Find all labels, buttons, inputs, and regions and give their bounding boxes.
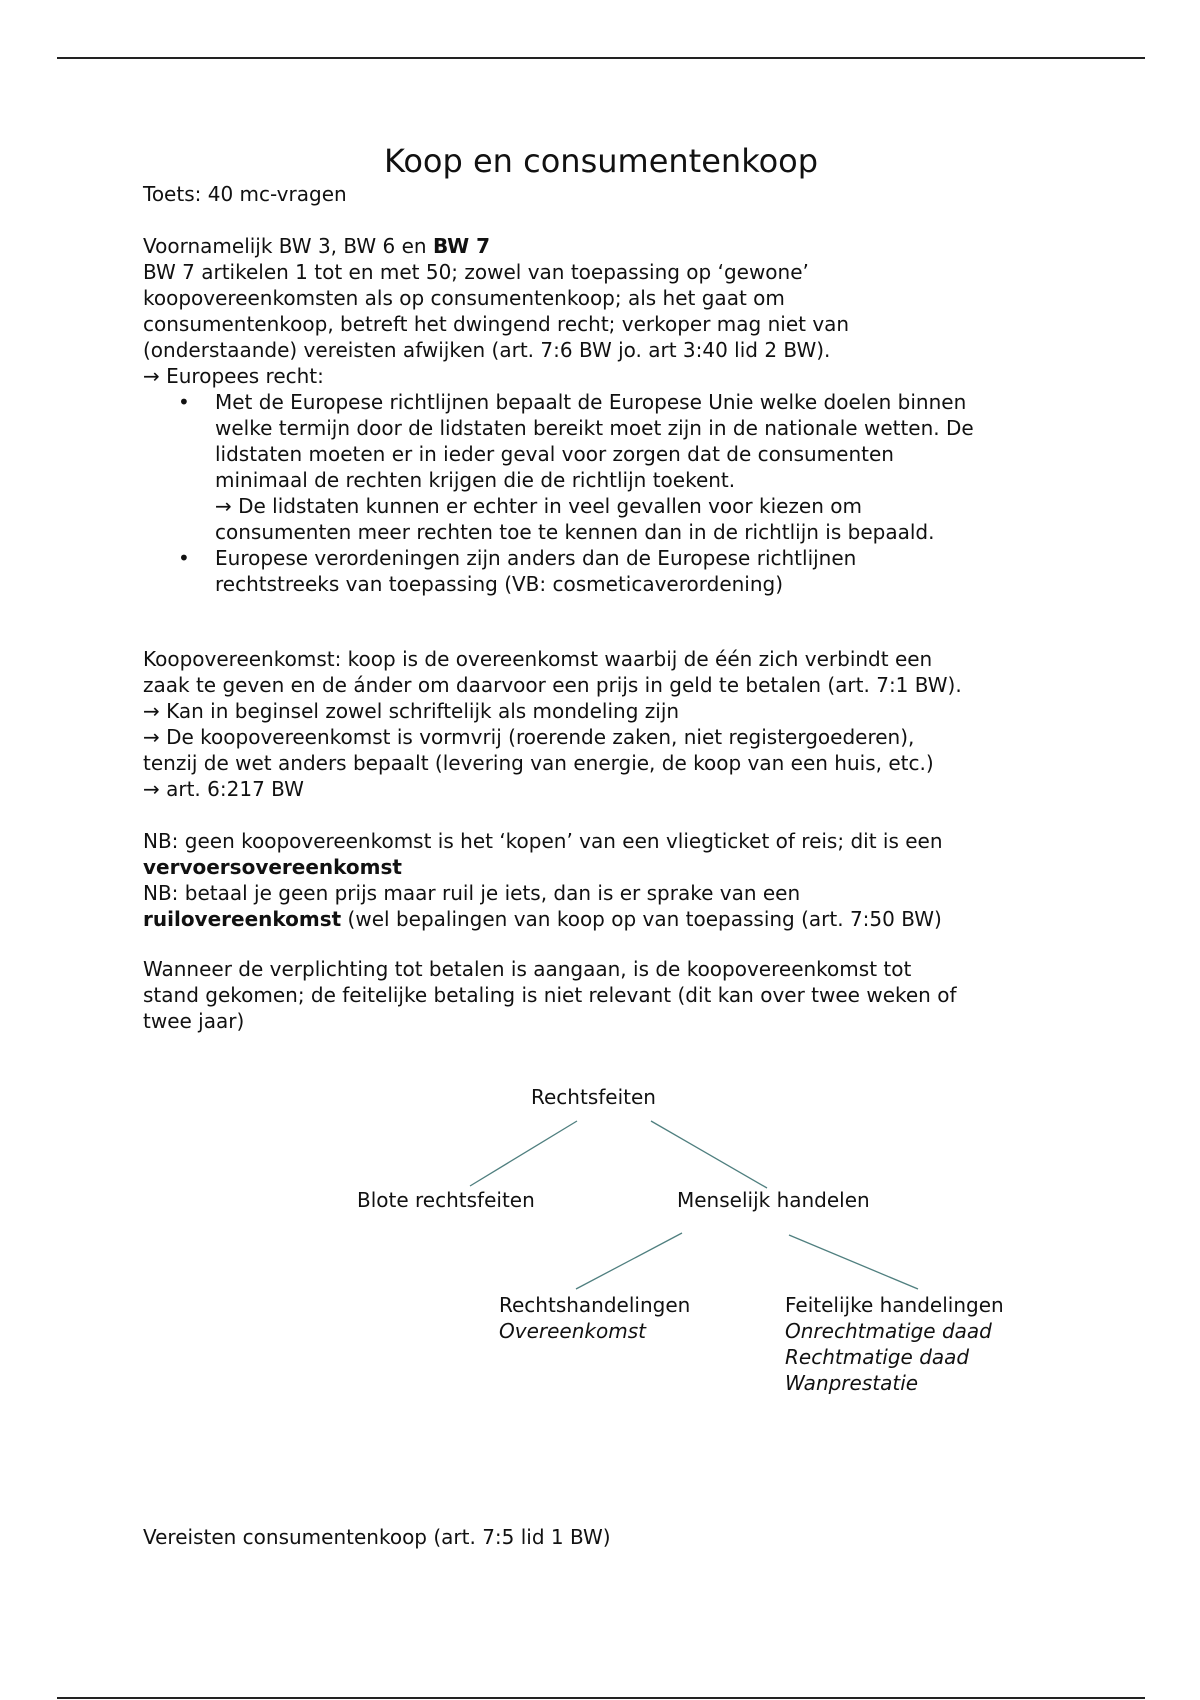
rechtshandelingen-example: Overeenkomst	[499, 1319, 646, 1343]
diagram-rechtshandelingen	[499, 1292, 690, 1344]
koop-paragraph	[143, 646, 1063, 802]
diagram-root: Rechtsfeiten	[531, 1085, 656, 1109]
bw7-line: koopovereenkomsten als op consumentenkoop; als het gaat om	[143, 286, 785, 310]
bw7-line: (onderstaande) vereisten afwijken (art. 7:6 BW jo. art 3:40 lid 2 BW).	[143, 338, 831, 362]
europees-recht-heading: → Europees recht:	[143, 364, 324, 388]
koop-line: → art. 6:217 BW	[143, 777, 304, 801]
betaling-line: twee jaar)	[143, 1009, 245, 1033]
europees-recht-list	[143, 389, 1063, 597]
betaling-line: stand gekomen; de feitelijke betaling is niet relevant (dit kan over twee weken of	[143, 983, 957, 1007]
nb2-text: NB: betaal je geen prijs maar ruil je iets, dan is er sprake van een	[143, 881, 801, 905]
koop-line: Koopovereenkomst: koop is de overeenkomst waarbij de één zich verbindt een	[143, 647, 933, 671]
bullet-line: minimaal de rechten krijgen die de richtlijn toekent.	[215, 468, 736, 492]
list-item	[143, 545, 1063, 597]
bullet-line: → De lidstaten kunnen er echter in veel gevallen voor kiezen om	[215, 494, 862, 518]
edge-root-left	[470, 1121, 577, 1186]
page-title: Koop en consumentenkoop	[383, 142, 819, 180]
betaling-paragraph	[143, 956, 1063, 1034]
edge-right-feitelijke	[789, 1235, 918, 1289]
nb1-text: NB: geen koopovereenkomst is het ‘kopen’ van een vliegticket of reis; dit is een	[143, 829, 943, 853]
top-rule	[57, 57, 1145, 59]
bottom-rule	[57, 1697, 1145, 1699]
bullet-line: • Europese verordeningen zijn anders dan de Europese richtlijnen	[215, 546, 857, 570]
nb2-bold: ruilovereenkomst	[143, 907, 342, 931]
bw7-paragraph	[143, 259, 1063, 363]
bullet-line: lidstaten moeten er in ieder geval voor zorgen dat de consumenten	[215, 442, 894, 466]
nb1-bold: vervoersovereenkomst	[143, 855, 402, 879]
bullet-line: • Met de Europese richtlijnen bepaalt de Europese Unie welke doelen binnen	[215, 390, 967, 414]
nb-block	[143, 828, 1063, 932]
koop-line: → Kan in beginsel zowel schriftelijk als mondeling zijn	[143, 699, 680, 723]
rechtshandelingen-label: Rechtshandelingen	[499, 1293, 691, 1317]
vereisten-heading: Vereisten consumentenkoop (art. 7:5 lid 1 BW)	[143, 1525, 611, 1549]
diagram-blote-rechtsfeiten: Blote rechtsfeiten	[357, 1188, 535, 1212]
betaling-line: Wanneer de verplichting tot betalen is aangaan, is de koopovereenkomst tot	[143, 957, 912, 981]
koop-line: tenzij de wet anders bepaalt (levering van energie, de koop van een huis, etc.)	[143, 751, 934, 775]
feitelijke-example: Wanprestatie	[785, 1371, 919, 1395]
bw7-line: consumentenkoop, betreft het dwingend recht; verkoper mag niet van	[143, 312, 850, 336]
diagram-menselijk-handelen: Menselijk handelen	[677, 1188, 870, 1212]
koop-line: zaak te geven en de ánder om daarvoor een prijs in geld te betalen (art. 7:1 BW).	[143, 673, 962, 697]
koop-line: → De koopovereenkomst is vormvrij (roerende zaken, niet registergoederen),	[143, 725, 915, 749]
bw-intro	[143, 233, 1063, 259]
bw7-line: BW 7 artikelen 1 tot en met 50; zowel van toepassing op ‘gewone’	[143, 260, 809, 284]
feitelijke-example: Onrechtmatige daad	[785, 1319, 992, 1343]
bullet-line: rechtstreeks van toepassing (VB: cosmeticaverordening)	[215, 572, 784, 596]
bullet-line: consumenten meer rechten toe te kennen dan in de richtlijn is bepaald.	[215, 520, 935, 544]
nb2-rest: (wel bepalingen van koop op van toepassing (art. 7:50 BW)	[341, 907, 942, 931]
nb2-line	[143, 906, 1063, 932]
edge-root-right	[651, 1121, 767, 1188]
diagram-feitelijke-handelingen	[785, 1292, 1004, 1396]
bw-intro-prefix: Voornamelijk BW 3, BW 6 en	[143, 234, 433, 258]
toets-line: Toets: 40 mc-vragen	[143, 182, 347, 206]
feitelijke-example: Rechtmatige daad	[785, 1345, 970, 1369]
bullet-line: welke termijn door de lidstaten bereikt moet zijn in de nationale wetten. De	[215, 416, 974, 440]
feitelijke-label: Feitelijke handelingen	[785, 1293, 1004, 1317]
list-item	[143, 389, 1063, 545]
bw-intro-bold: BW 7	[432, 234, 491, 258]
edge-right-rechtshandelingen	[576, 1233, 682, 1289]
